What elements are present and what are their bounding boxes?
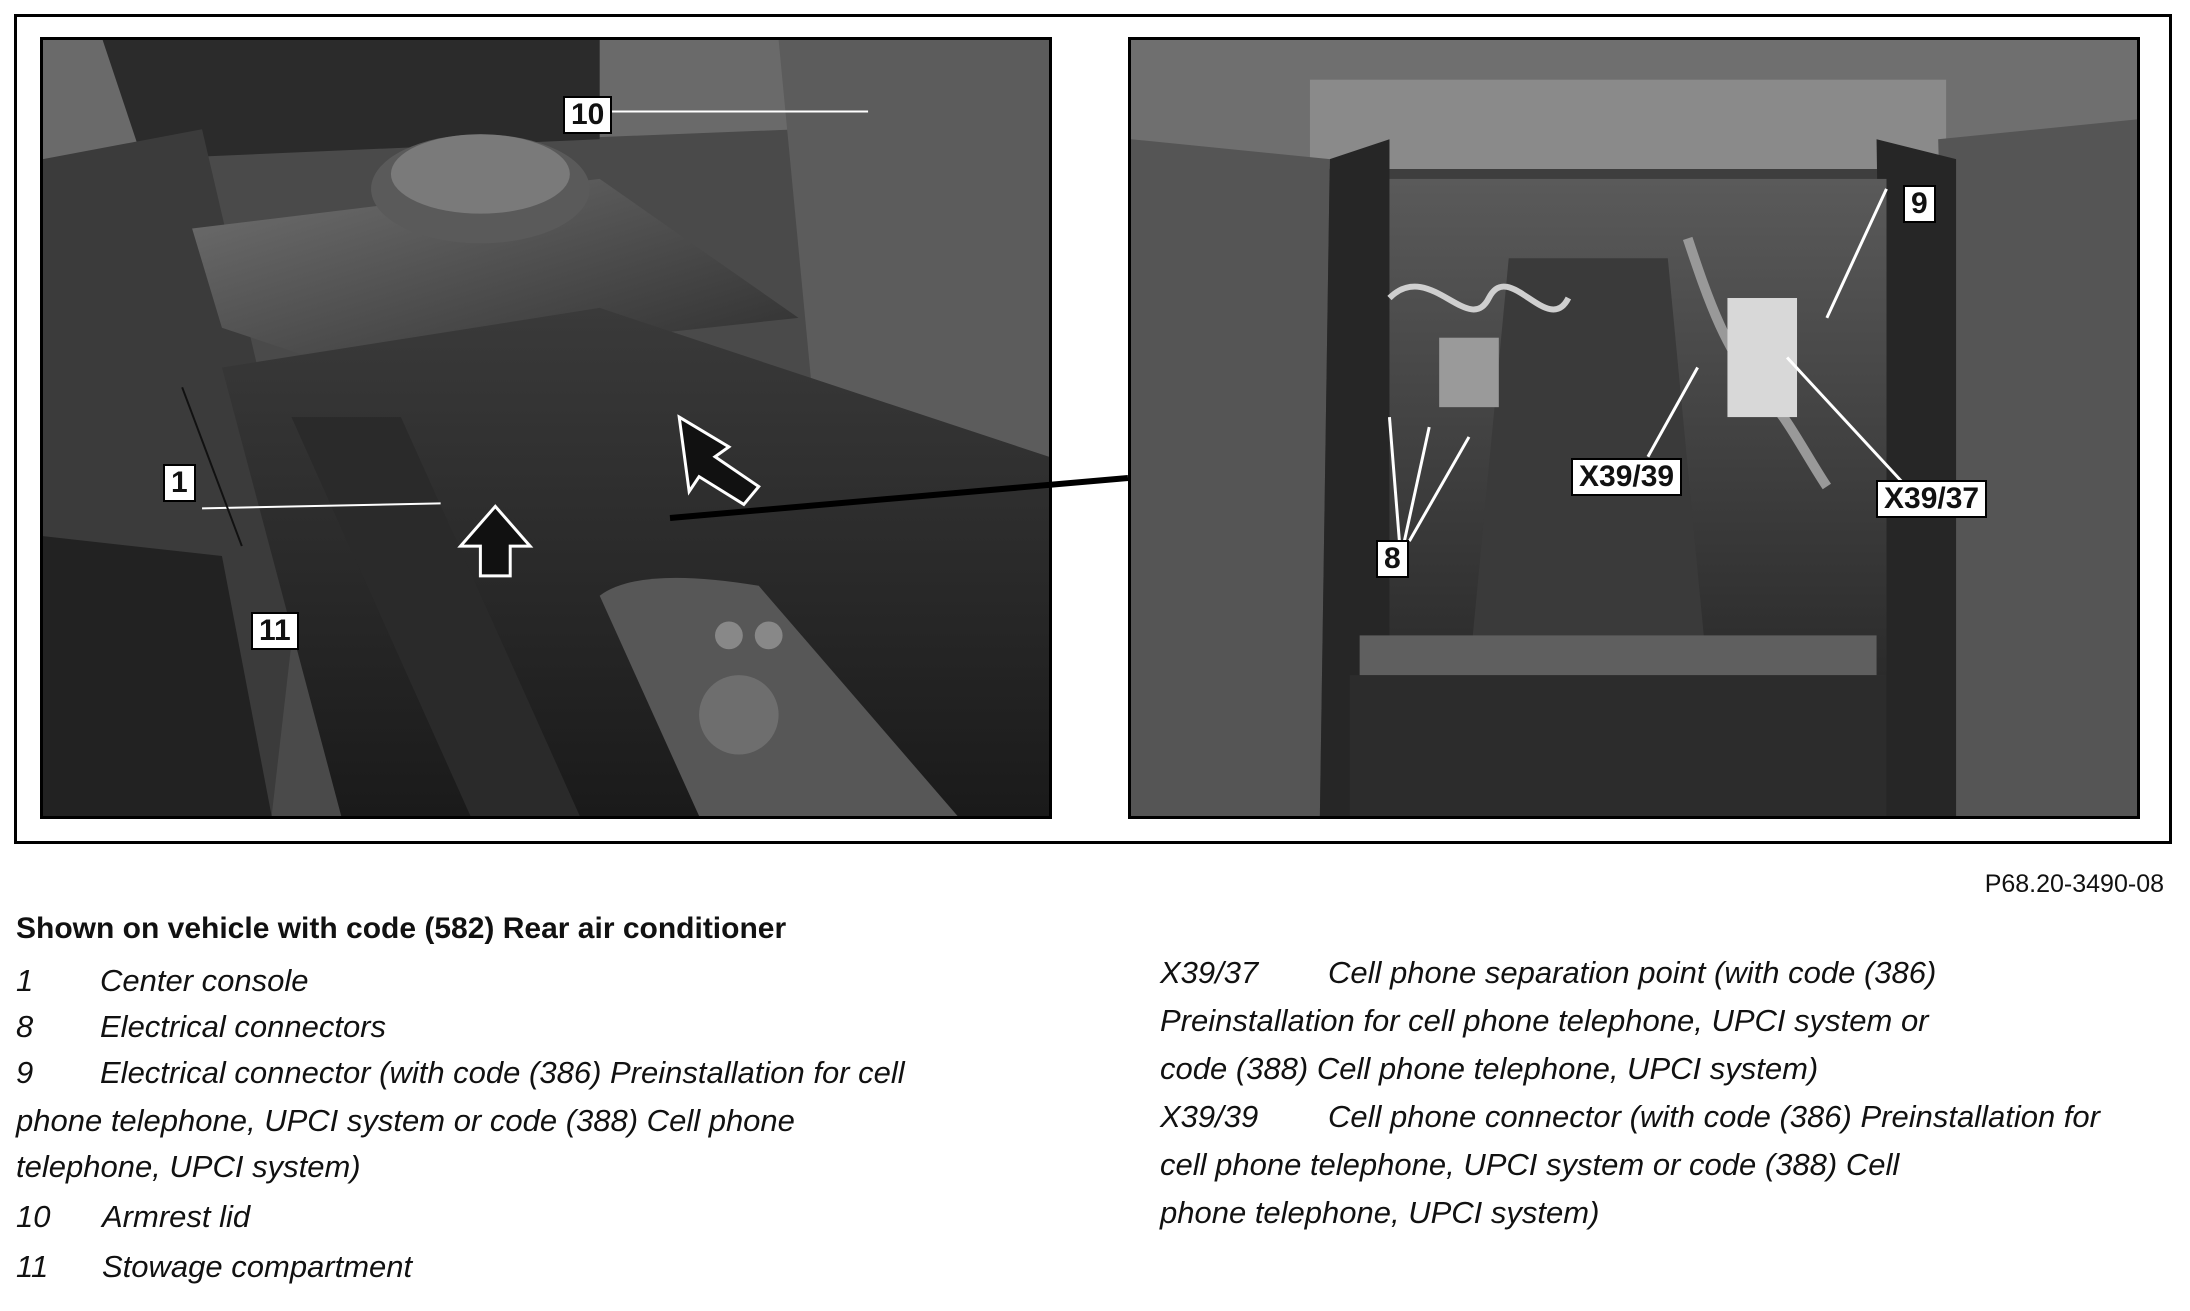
legend-item-number: 8 (16, 1009, 34, 1044)
legend-item-10 (16, 1194, 250, 1240)
legend-item-9-continuation: phone telephone, UPCI system or code (388) Cell phone (16, 1103, 795, 1138)
legend-item-text: Cell phone connector (with code (386) Preinstallation for (1328, 1099, 2100, 1134)
callout-1: 1 (163, 464, 196, 502)
legend-item-text: Armrest lid (102, 1199, 251, 1234)
callout-x39-39: X39/39 (1571, 458, 1682, 496)
legend-item-number: 1 (16, 963, 34, 998)
legend-item-number: 11 (16, 1249, 49, 1284)
legend-item-number: X39/37 (1160, 955, 1259, 990)
legend-item-text: Center console (100, 963, 309, 998)
legend-item-text: Electrical connector (with code (386) Preinstallation for cell (100, 1055, 905, 1090)
legend-item-number: X39/39 (1160, 1099, 1259, 1134)
legend-title: Shown on vehicle with code (582) Rear air conditioner (16, 912, 787, 945)
photo-center-console-armrest (40, 37, 1052, 819)
legend-item-number: 10 (16, 1199, 51, 1234)
legend-item-x39-39-continuation: phone telephone, UPCI system) (1160, 1195, 1600, 1230)
legend-item-x39-37-continuation: Preinstallation for cell phone telephone, UPCI system or (1160, 1003, 1929, 1038)
legend-item-x39-37 (1160, 950, 1936, 996)
legend-item-8 (16, 1004, 386, 1050)
legend-item-x39-39 (1160, 1094, 2100, 1140)
legend-item-9 (16, 1050, 905, 1096)
legend-item-text: Cell phone separation point (with code (386) (1328, 955, 1937, 990)
legend-item-x39-39-continuation: cell phone telephone, UPCI system or code (388) Cell (1160, 1147, 1900, 1182)
legend-item-text: Stowage compartment (102, 1249, 413, 1284)
legend-item-x39-37-continuation: code (388) Cell phone telephone, UPCI system) (1160, 1051, 1819, 1086)
callout-9: 9 (1903, 185, 1936, 223)
legend-item-1 (16, 958, 309, 1004)
legend-item-number: 9 (16, 1055, 34, 1090)
photo-console-wiring-compartment (1128, 37, 2140, 819)
callout-11: 11 (251, 612, 299, 650)
callout-8: 8 (1376, 540, 1409, 578)
figure-reference: P68.20-3490-08 (1984, 870, 2164, 898)
legend-item-11 (16, 1244, 412, 1290)
photo-left-illustration (43, 40, 1049, 816)
legend-item-text: Electrical connectors (100, 1009, 387, 1044)
callout-10: 10 (563, 96, 612, 134)
photo-right-illustration (1131, 40, 2137, 816)
callout-x39-37: X39/37 (1876, 480, 1987, 518)
legend-item-9-continuation: telephone, UPCI system) (16, 1149, 361, 1184)
